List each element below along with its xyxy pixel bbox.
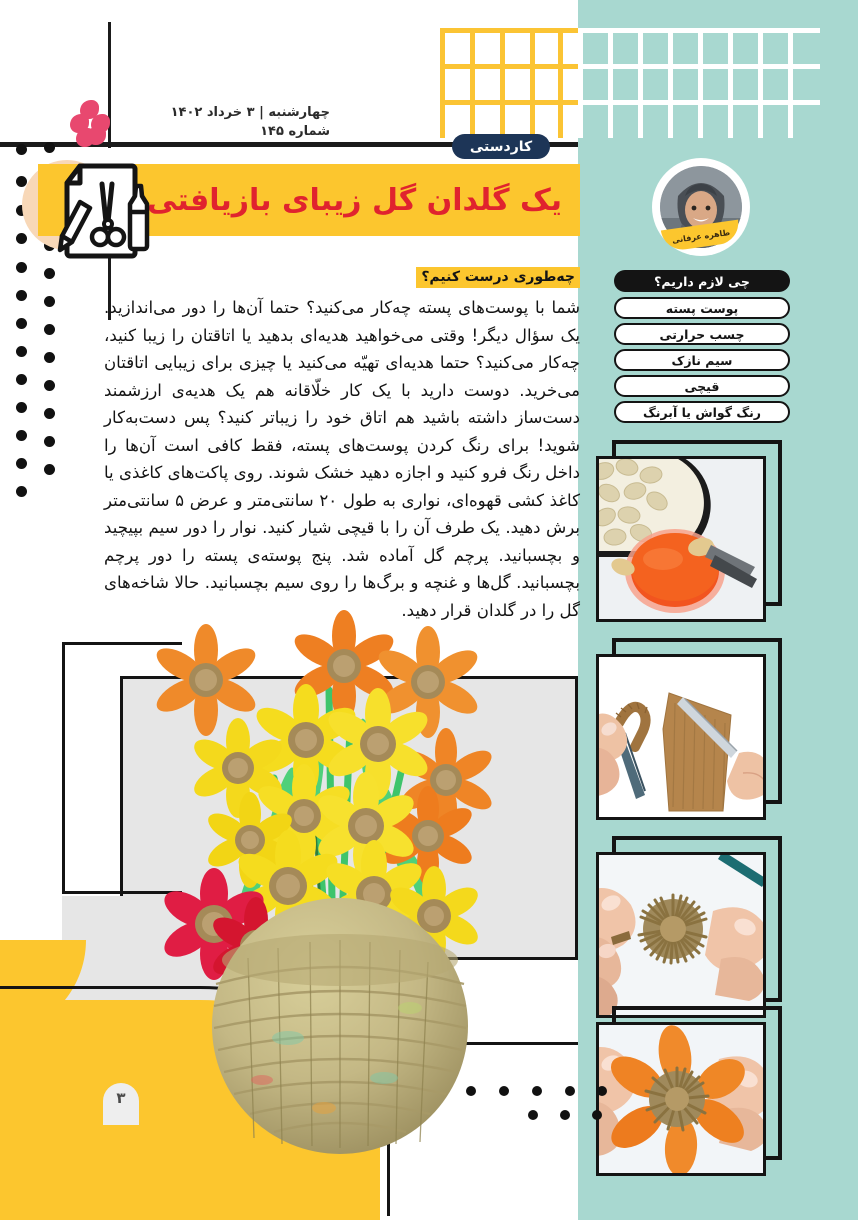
- materials-list: [614, 270, 790, 427]
- dot: [44, 296, 55, 307]
- main-flower-vase-image: [128, 608, 548, 1168]
- material-item: رنگ گواش یا آبرنگ: [614, 401, 790, 423]
- dot: [16, 458, 27, 469]
- dot: [16, 346, 27, 357]
- dot: [44, 142, 55, 153]
- dot: [560, 1110, 570, 1120]
- dot: [44, 436, 55, 447]
- author-avatar-badge[interactable]: [652, 158, 750, 256]
- photo-image: [596, 852, 766, 1018]
- craft-tools-icon: [50, 158, 160, 263]
- page-title: یک گلدان گل زیبای بازیافتی: [146, 182, 562, 218]
- dot: [44, 408, 55, 419]
- dot: [16, 374, 27, 385]
- dot: [44, 352, 55, 363]
- white-grid-decoration: [578, 28, 820, 138]
- material-item: قیچی: [614, 375, 790, 397]
- dot: [44, 464, 55, 475]
- photo-image: [596, 654, 766, 820]
- material-item: سیم نازک: [614, 349, 790, 371]
- dot: [16, 486, 27, 497]
- category-badge[interactable]: کاردستی: [452, 134, 550, 159]
- photo-step-1: [596, 440, 782, 622]
- photo-step-3: [596, 836, 782, 1018]
- dot: [592, 1110, 602, 1120]
- date-line: چهارشنبه | ۳ خرداد ۱۴۰۲: [170, 105, 330, 120]
- dot: [16, 430, 27, 441]
- materials-heading: چی لازم داریم؟: [614, 270, 790, 292]
- dot: [16, 233, 27, 244]
- dot: [597, 1086, 607, 1096]
- dot: [44, 324, 55, 335]
- article-body: شما با پوست‌های پسته چه‌کار می‌کنید؟ حتما آن‌ها را دور می‌اندازید. یک سؤال دیگر! وقتی می‌خواهید هدیه‌ای بدهید یا اتاقتان را زیبا کنید، چه‌کار می‌کنید؟ حتما هدیه‌ای تهیّه می‌کنید یا چیزی برای زیبایی اتاقتان می‌خرید. دوست دارید با یک کار خلّاقانه هم یک هدیه‌ی ارزشمند دست‌ساز داشته باشید هم اتاق خود را زیباتر کنید؟ پس دست‌به‌کار شوید! برای رنگ کردن پوست‌های پسته، فقط کافی است آن‌ها را داخل رنگ فرو کنید و اجازه دهید خشک شوند. روی پاکت‌های کاغذی یا کاغذ کشی قهوه‌ای، نواری به طول ۲۰ سانتی‌متر و عرض ۵ سانتی‌متر برش دهید. یک طرف آن را با قیچی شیار کنید. نوار را دور سیم بپیچید و بچسبانید. پرچم گل آماده شد. پنج پوسته‌ی پسته را دور پرچم بچسبانید. گل‌ها و غنچه و برگ‌ها را روی سیم بچسبانید. حالا شاخه‌های گل را در گلدان قرار دهید.: [104, 298, 581, 620]
- issue-info: [120, 104, 330, 142]
- photo-image: [596, 1022, 766, 1176]
- dot: [16, 262, 27, 273]
- article-subheading: چه‌طوری درست کنیم؟: [416, 267, 580, 288]
- author-name: طاهره عرفانی: [671, 227, 731, 245]
- dot: [16, 402, 27, 413]
- flower-logo-icon: [70, 100, 110, 144]
- photo-image: [596, 456, 766, 622]
- yellow-grid-decoration: [440, 28, 580, 138]
- photo-step-4: [596, 1006, 782, 1176]
- material-item: چسب حرارتی: [614, 323, 790, 345]
- material-item: پوست پسته: [614, 297, 790, 319]
- issue-number-line: شماره ۱۴۵: [260, 123, 330, 139]
- dot: [16, 144, 27, 155]
- dot: [16, 290, 27, 301]
- dot: [16, 318, 27, 329]
- dot: [44, 268, 55, 279]
- dot: [565, 1086, 575, 1096]
- photo-step-2: [596, 638, 782, 820]
- dot: [44, 380, 55, 391]
- page-number: ۳: [103, 1083, 139, 1125]
